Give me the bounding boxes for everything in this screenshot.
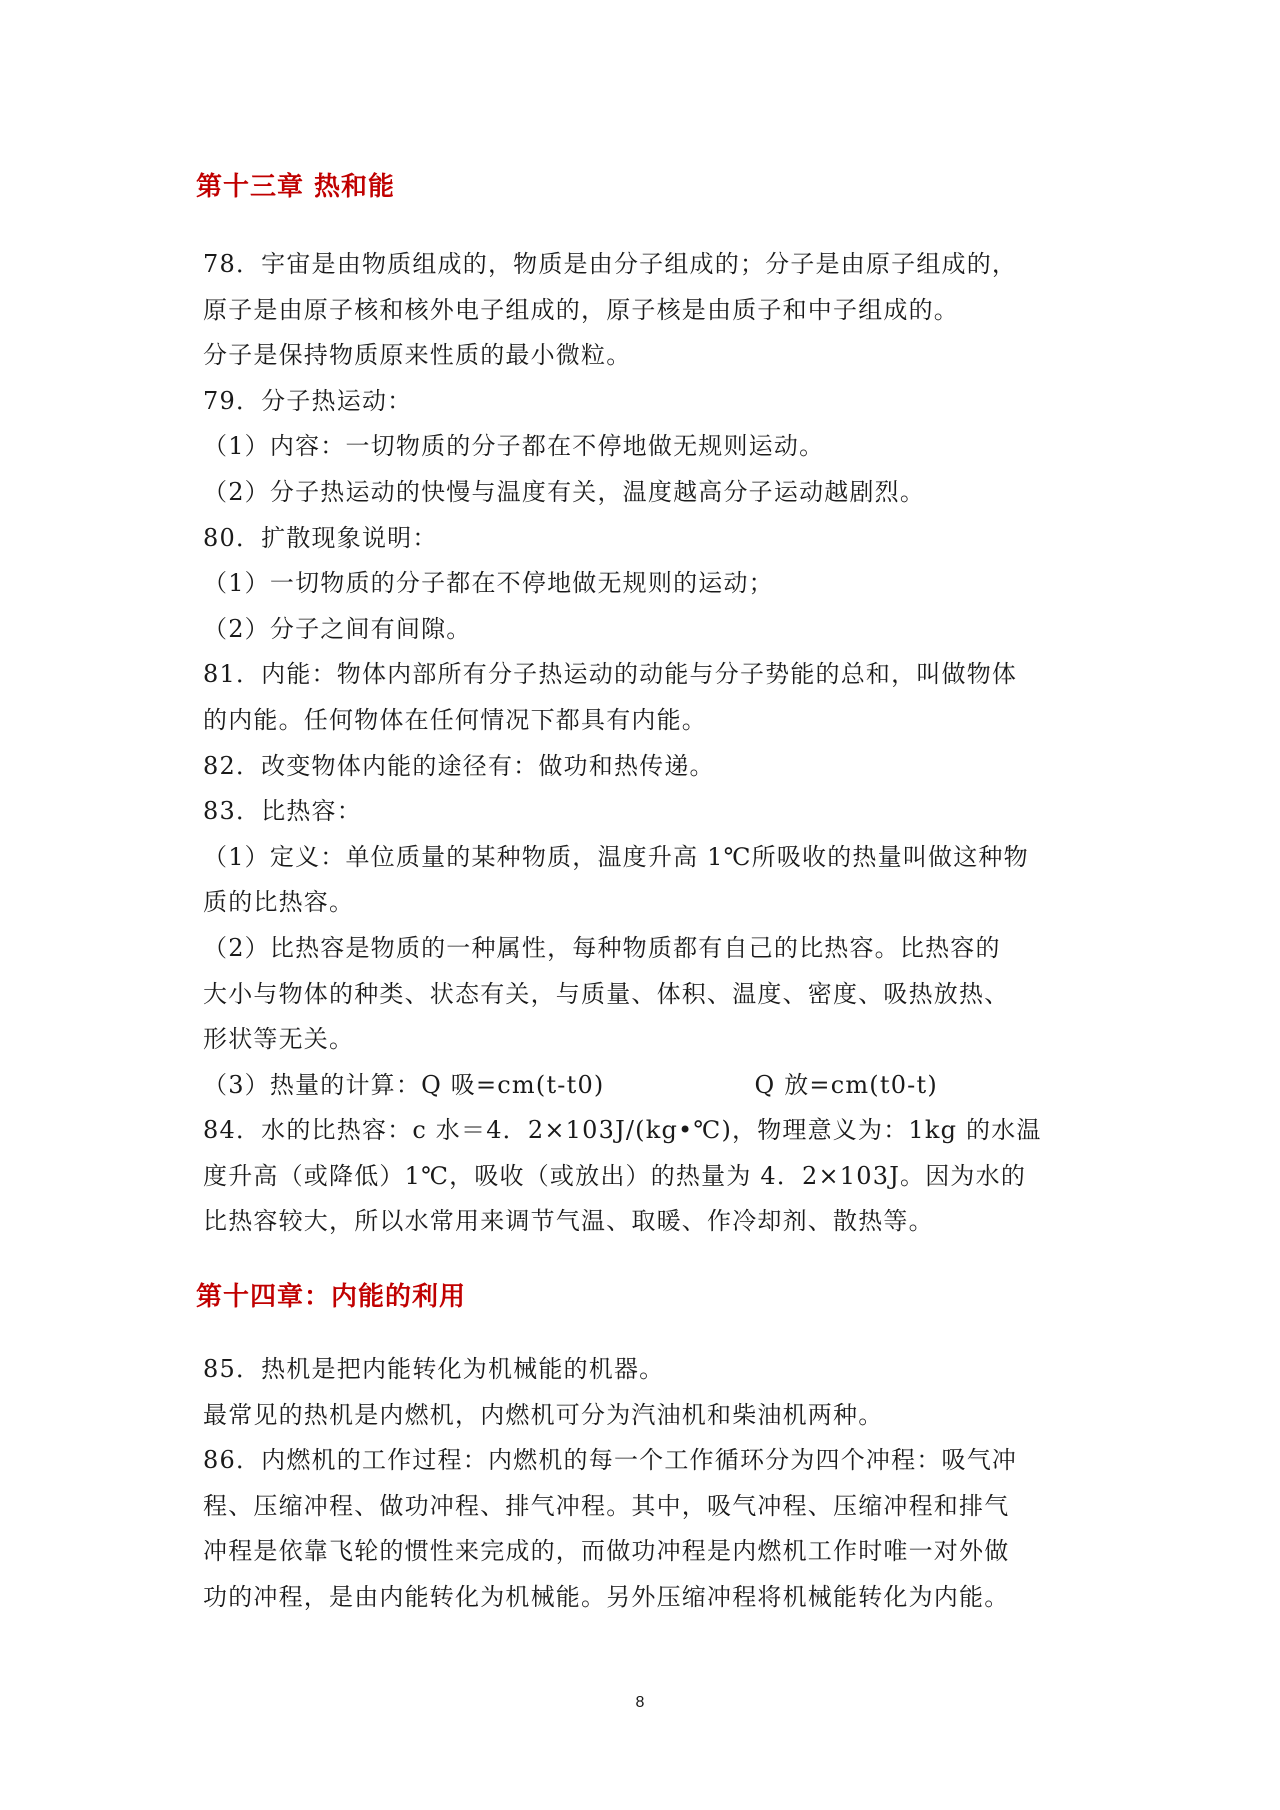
text-line: 度升高（或降低）1℃，吸收（或放出）的热量为 4．2×103J。因为水的 [203, 1161, 1027, 1190]
text-line: 原子是由原子核和核外电子组成的，原子核是由质子和中子组成的。 [203, 295, 959, 324]
page-number: 8 [635, 1694, 645, 1711]
text-line: 78．宇宙是由物质组成的，物质是由分子组成的；分子是由原子组成的， [203, 250, 1018, 278]
text-line: 最常见的热机是内燃机，内燃机可分为汽油机和柴油机两种。 [203, 1400, 884, 1429]
text-line: （1）定义：单位质量的某种物质，温度升高 1℃所吸收的热量叫做这种物 [203, 842, 1029, 871]
chapter-14-body [203, 1347, 1103, 1621]
text-line: 功的冲程，是由内能转化为机械能。另外压缩冲程将机械能转化为内能。 [203, 1582, 1010, 1611]
text-line: 程、压缩冲程、做功冲程、排气冲程。其中，吸气冲程、压缩冲程和排气 [203, 1491, 1010, 1520]
text-line: （2）分子热运动的快慢与温度有关，温度越高分子运动越剧烈。 [203, 477, 926, 506]
text-line: （1）一切物质的分子都在不停地做无规则的运动； [203, 569, 774, 598]
text-line: （1）内容：一切物质的分子都在不停地做无规则运动。 [203, 432, 825, 461]
text-line: （2）分子之间有间隙。 [203, 614, 472, 643]
chapter-14-heading: 第十四章：内能的利用 [196, 1282, 467, 1312]
chapter-13-body [203, 242, 1103, 1245]
text-line: 质的比热容。 [203, 888, 355, 917]
text-line: 85．热机是把内能转化为机械能的机器。 [203, 1355, 665, 1383]
text-line: 82．改变物体内能的途径有：做功和热传递。 [203, 751, 715, 780]
text-line: 分子是保持物质原来性质的最小微粒。 [203, 341, 632, 370]
text-line: 的内能。任何物体在任何情况下都具有内能。 [203, 705, 707, 734]
chapter-13-heading: 第十三章 热和能 [196, 172, 396, 202]
text-line: 大小与物体的种类、状态有关，与质量、体积、温度、密度、吸热放热、 [203, 979, 1010, 1008]
text-line: 84．水的比热容：c 水＝4．2×103J/(kg•℃)，物理意义为：1kg 的水温 [203, 1116, 1042, 1145]
text-line: 86．内燃机的工作过程：内燃机的每一个工作循环分为四个冲程：吸气冲 [203, 1446, 1018, 1475]
text-line: 83．比热容： [203, 797, 362, 826]
text-line: 比热容较大，所以水常用来调节气温、取暖、作冷却剂、散热等。 [203, 1207, 934, 1236]
text-line: 81．内能：物体内部所有分子热运动的动能与分子势能的总和，叫做物体 [203, 660, 1018, 689]
text-line: （2）比热容是物质的一种属性，每种物质都有自己的比热容。比热容的 [203, 933, 1001, 962]
heat-released-formula: Q 放=cm(t0-t) [754, 1070, 938, 1099]
text-line: 冲程是依靠飞轮的惯性来完成的，而做功冲程是内燃机工作时唯一对外做 [203, 1537, 1010, 1566]
text-line: 79．分子热运动： [203, 386, 413, 415]
heat-absorbed-formula: （3）热量的计算：Q 吸=cm(t-t0) [203, 1070, 605, 1099]
text-line: 80．扩散现象说明： [203, 523, 438, 552]
heat-formula-line [203, 1063, 1103, 1109]
text-line: 形状等无关。 [203, 1025, 355, 1054]
